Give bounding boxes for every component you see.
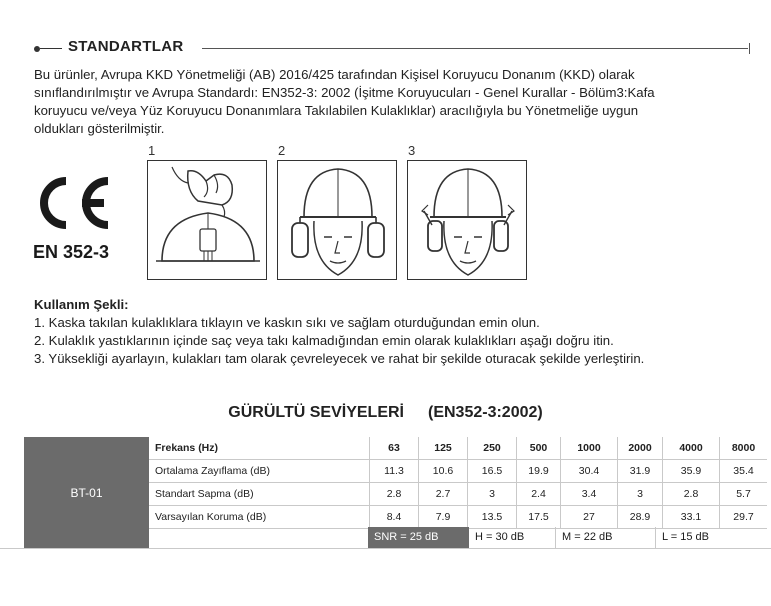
value-cell: 5.7: [720, 483, 768, 506]
usage-step: 3. Yüksekliği ayarlayın, kulakları tam olarak çevreleyecek ve rahat bir şekilde oturacak şekilde yerleştirin.: [34, 351, 645, 366]
noise-levels-title: [0, 404, 771, 422]
value-cell: 27: [561, 506, 618, 529]
table-header-row: [149, 437, 767, 460]
snr-cell: SNR = 25 dB: [368, 527, 469, 548]
usage-step: 1. Kaska takılan kulaklıklara tıklayın ve kaskın sıkı ve sağlam oturduğundan emin olun.: [34, 315, 540, 330]
figure-2: [277, 143, 399, 283]
value-cell: 31.9: [618, 460, 663, 483]
usage-section: [34, 296, 744, 368]
value-cell: 30.4: [561, 460, 618, 483]
value-cell: 2.4: [517, 483, 561, 506]
noise-table: [149, 437, 767, 529]
helmet-earmuffs-down-illustration: [278, 161, 398, 281]
intro-line: sınıflandırılmıştır ve Avrupa Standardı: EN352-3: 2002 (İşitme Koruyucuları - Genel Kurallar - Bölüm3:Kafa: [34, 85, 655, 100]
bottom-rule: [0, 548, 771, 549]
ce-mark: [32, 173, 122, 233]
row-label: Standart Sapma (dB): [149, 483, 370, 506]
freq-cell: 500: [517, 437, 561, 460]
value-cell: 28.9: [618, 506, 663, 529]
value-cell: 3: [468, 483, 517, 506]
value-cell: 3.4: [561, 483, 618, 506]
figure-frame: [277, 160, 397, 280]
table-row: [149, 483, 767, 506]
freq-cell: 2000: [618, 437, 663, 460]
intro-line: oldukları gösterilmiştir.: [34, 121, 165, 136]
intro-line: koruyucu ve/veya Yüz Koruyucu Donanımlara Takılabilen Kulaklıklar) aracılığıyla bu Yönetmeliğe uygun: [34, 103, 639, 118]
freq-cell: 1000: [561, 437, 618, 460]
h-value-cell: H = 30 dB: [469, 527, 556, 548]
section-header: [30, 37, 750, 59]
value-cell: 35.4: [720, 460, 768, 483]
value-cell: 8.4: [370, 506, 419, 529]
noise-standard-text: (EN352-3:2002): [427, 404, 543, 421]
ce-mark-icon: [32, 173, 122, 233]
value-cell: 2.8: [663, 483, 720, 506]
table-row: [149, 460, 767, 483]
value-cell: 11.3: [370, 460, 419, 483]
freq-cell: 4000: [663, 437, 720, 460]
usage-title: Kullanım Şekli:: [34, 297, 129, 312]
noise-title-text: GÜRÜLTÜ SEVİYELERİ: [228, 404, 404, 421]
header-label: Frekans (Hz): [149, 437, 370, 460]
model-label: BT-01: [70, 485, 103, 500]
value-cell: 3: [618, 483, 663, 506]
header-rule: [202, 48, 748, 49]
figure-1: [147, 143, 269, 283]
figure-number: 2: [278, 143, 286, 158]
value-cell: 16.5: [468, 460, 517, 483]
value-cell: 29.7: [720, 506, 768, 529]
value-cell: 2.8: [370, 483, 419, 506]
helmet-earmuffs-adjusted-illustration: [408, 161, 528, 281]
section-title: STANDARTLAR: [68, 38, 184, 55]
figure-frame: [147, 160, 267, 280]
header-lead-line: [40, 48, 62, 49]
header-rule-end: [749, 43, 750, 54]
value-cell: 17.5: [517, 506, 561, 529]
freq-cell: 63: [370, 437, 419, 460]
figure-3: [407, 143, 529, 283]
usage-step: 2. Kulaklık yastıklarının içinde saç veya takı kalmadığından emin olarak kulaklıkları aşağı doğru itin.: [34, 333, 614, 348]
value-cell: 35.9: [663, 460, 720, 483]
figure-frame: [407, 160, 527, 280]
l-value-cell: L = 15 dB: [662, 531, 709, 543]
value-cell: 13.5: [468, 506, 517, 529]
helmet-clip-illustration: [148, 161, 268, 281]
intro-paragraph: [34, 66, 734, 138]
model-cell: [24, 437, 149, 548]
row-label: Varsayılan Koruma (dB): [149, 506, 370, 529]
value-cell: 7.9: [419, 506, 468, 529]
m-value-cell: M = 22 dB: [556, 527, 656, 548]
value-cell: 19.9: [517, 460, 561, 483]
intro-line: Bu ürünler, Avrupa KKD Yönetmeliği (AB) 2016/425 tarafından Kişisel Koruyucu Donanım (KKD) olarak: [34, 67, 635, 82]
standard-mark: EN 352-3: [33, 242, 110, 262]
table-row: [149, 506, 767, 529]
value-cell: 2.7: [419, 483, 468, 506]
row-label: Ortalama Zayıflama (dB): [149, 460, 370, 483]
figure-number: 3: [408, 143, 416, 158]
freq-cell: 125: [419, 437, 468, 460]
value-cell: 33.1: [663, 506, 720, 529]
figure-number: 1: [148, 143, 156, 158]
freq-cell: 8000: [720, 437, 768, 460]
value-cell: 10.6: [419, 460, 468, 483]
freq-cell: 250: [468, 437, 517, 460]
bullet-dot: [34, 46, 40, 52]
